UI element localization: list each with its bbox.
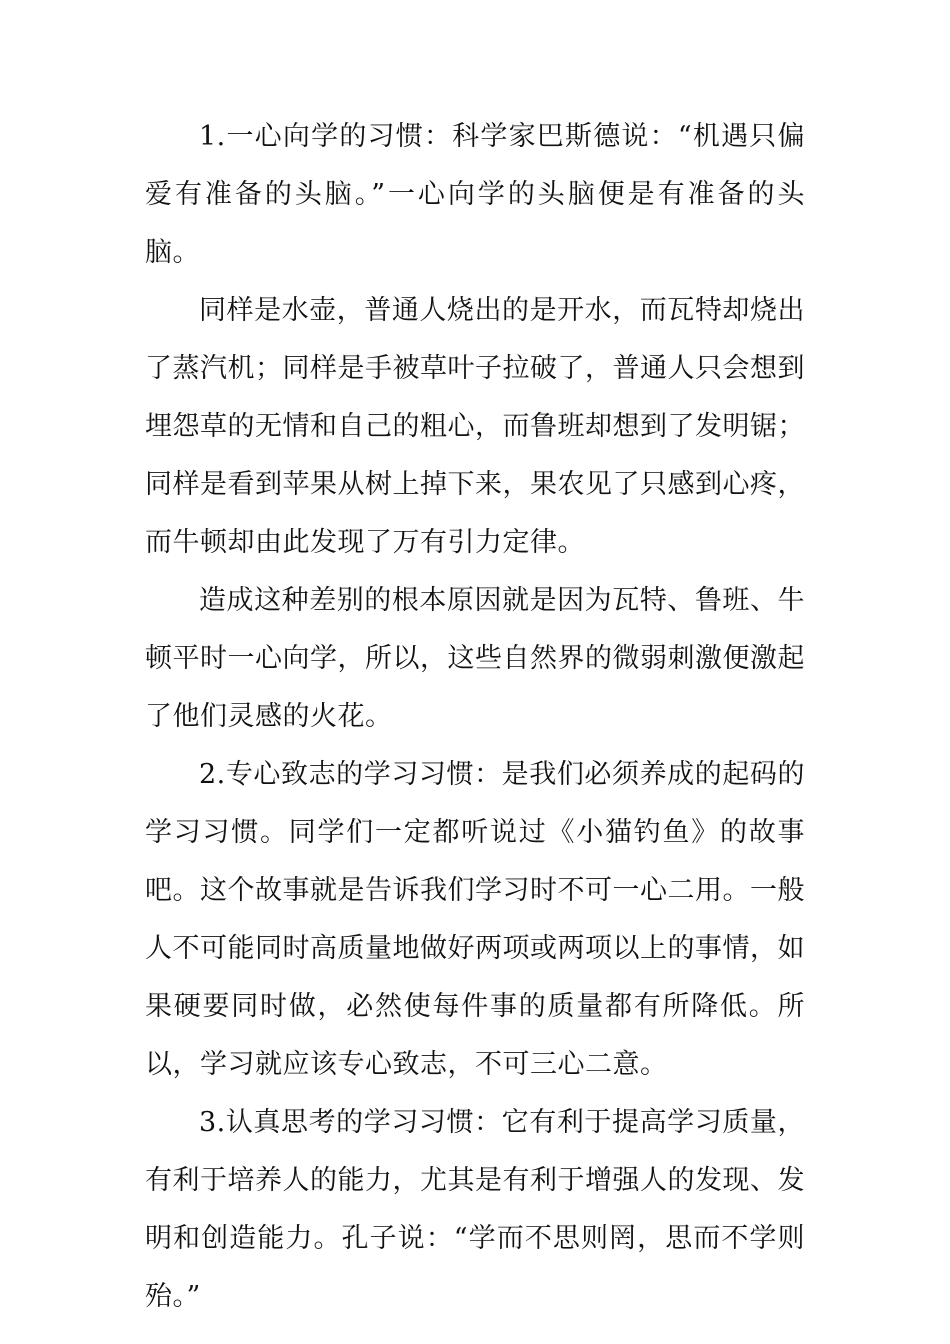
paragraph-habit-2: 2.专心致志的学习习惯：是我们必须养成的起码的学习习惯。同学们一定都听说过《小猫钓鱼》的故事吧。这个故事就是告诉我们学习时不可一心二用。一般人不可能同时高质量地做好两项或两项以上的事情，如果硬要同时做，必然使每件事的质量都有所降低。所以，学习就应该专心致志，不可三心二意。 bbox=[145, 759, 805, 1080]
paragraph-habit-3: 3.认真思考的学习习惯：它有利于提高学习质量，有利于培养人的能力，尤其是有利于增强人的发现、发明和创造能力。孔子说：“学而不思则罔，思而不学则殆。” bbox=[145, 1107, 805, 1312]
paragraph-reason: 造成这种差别的根本原因就是因为瓦特、鲁班、牛顿平时一心向学，所以，这些自然界的微弱刺激便激起了他们灵感的火花。 bbox=[145, 585, 805, 732]
paragraph-habit-1: 1.一心向学的习惯：科学家巴斯德说：“机遇只偏爱有准备的头脑。”一心向学的头脑便是有准备的头脑。 bbox=[145, 121, 805, 268]
document-body bbox=[145, 108, 805, 1326]
paragraph-examples: 同样是水壶，普通人烧出的是开水，而瓦特却烧出了蒸汽机；同样是手被草叶子拉破了，普通人只会想到埋怨草的无情和自己的粗心，而鲁班却想到了发明锯；同样是看到苹果从树上掉下来，果农见了只感到心疼，而牛顿却由此发现了万有引力定律。 bbox=[145, 295, 805, 558]
